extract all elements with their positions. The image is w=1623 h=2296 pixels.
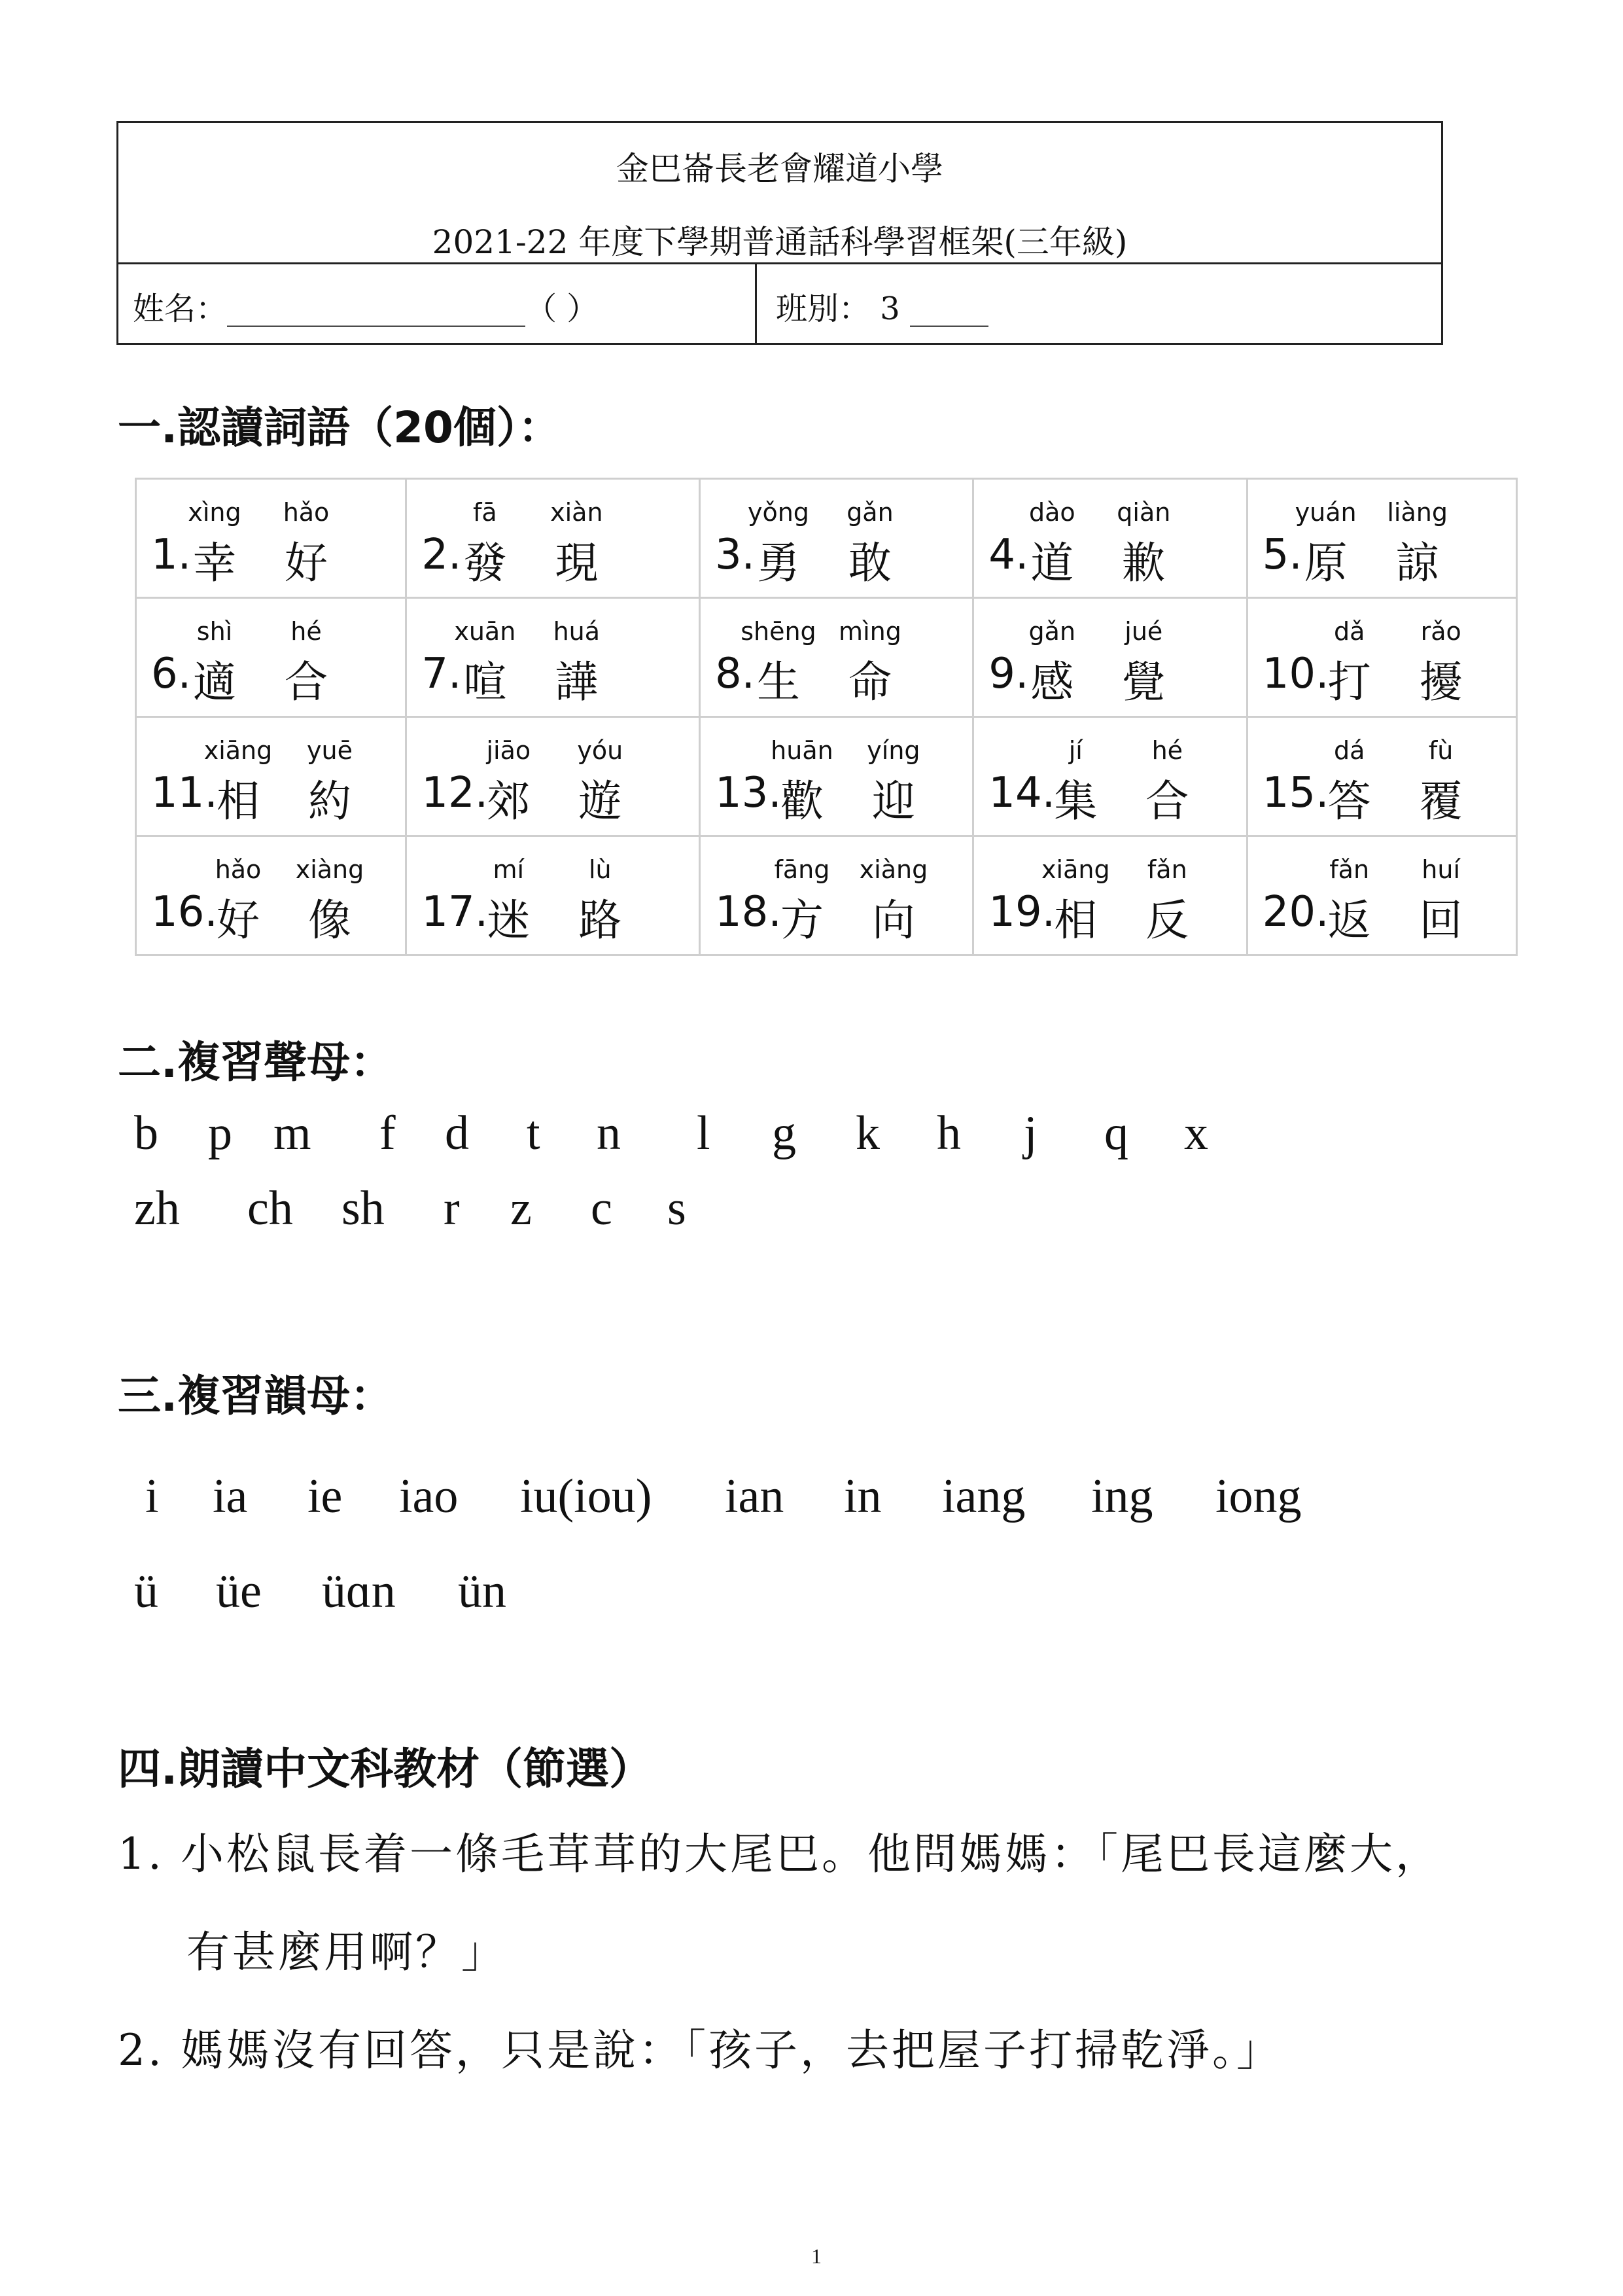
vocabulary-cell xyxy=(973,836,1247,955)
word-number: 5. xyxy=(1262,531,1302,579)
pinyin-2: lù xyxy=(589,855,612,884)
word-number: 9. xyxy=(988,650,1029,698)
pinyin-2: hé xyxy=(1151,736,1183,765)
word-number: 2. xyxy=(421,531,462,579)
word-character-2: 擾 xyxy=(1419,657,1463,707)
section-heading-finals: 三.複習韻母： xyxy=(118,1371,394,1421)
word-number: 10. xyxy=(1262,650,1329,698)
pinyin-2: huá xyxy=(553,617,601,646)
phonetic-item: p xyxy=(208,1106,232,1160)
vocabulary-cell xyxy=(973,717,1247,836)
phonetic-item: iu(iou) xyxy=(520,1470,652,1523)
vocabulary-cell xyxy=(699,598,973,717)
word-character-1: 相 xyxy=(1054,895,1098,945)
word-character-1: 打 xyxy=(1327,657,1371,707)
phonetic-item: n xyxy=(597,1106,621,1160)
word-character-1: 迷 xyxy=(487,895,531,945)
phonetic-item: ian xyxy=(725,1470,784,1523)
pinyin-2: jué xyxy=(1125,617,1163,646)
vocabulary-cell xyxy=(136,717,406,836)
word-number: 3. xyxy=(714,531,755,579)
vocabulary-table xyxy=(135,478,1518,956)
word-character-1: 幸 xyxy=(193,538,236,588)
phonetic-item: t xyxy=(527,1106,540,1160)
section-heading-initials: 二.複習聲母： xyxy=(118,1037,394,1087)
vocabulary-cell xyxy=(699,836,973,955)
phonetic-item: m xyxy=(273,1106,311,1160)
word-character-2: 現 xyxy=(555,538,599,588)
section-heading-words: 一.認讀詞語（20個）： xyxy=(118,402,561,453)
phonetic-item: s xyxy=(667,1182,686,1235)
word-character-2: 敢 xyxy=(848,538,892,588)
word-character-1: 好 xyxy=(217,895,260,945)
phonetic-item: sh xyxy=(341,1182,385,1235)
phonetic-item: i xyxy=(145,1470,159,1523)
word-character-2: 迎 xyxy=(871,776,915,826)
pinyin-1: xiāng xyxy=(203,736,273,765)
word-character-1: 適 xyxy=(193,657,236,707)
vocabulary-cell xyxy=(699,479,973,598)
word-number: 12. xyxy=(421,769,489,817)
phonetic-item: iao xyxy=(399,1470,459,1523)
pinyin-2: xiàng xyxy=(295,855,364,884)
phonetic-item: üɑn xyxy=(322,1564,396,1618)
vocabulary-cell xyxy=(406,717,700,836)
pinyin-2: yíng xyxy=(867,736,920,765)
vocabulary-cell xyxy=(1247,836,1516,955)
pinyin-1: fǎn xyxy=(1329,855,1370,884)
phonetic-item: üe xyxy=(216,1564,262,1618)
word-character-2: 好 xyxy=(285,538,328,588)
word-character-1: 集 xyxy=(1054,776,1098,826)
reading-line-1-continued: 有甚麼用啊？」 xyxy=(186,1927,507,1977)
word-number: 6. xyxy=(151,650,192,698)
phonetic-item: d xyxy=(445,1106,469,1160)
word-number: 16. xyxy=(151,888,218,936)
phonetic-item: zh xyxy=(134,1182,180,1235)
word-character-2: 命 xyxy=(848,657,892,707)
vocabulary-row xyxy=(136,717,1517,836)
word-character-1: 勇 xyxy=(756,538,800,588)
phonetic-item: ch xyxy=(247,1182,293,1235)
word-character-2: 歉 xyxy=(1122,538,1166,588)
name-field[interactable]: 姓名：___________________（ ） xyxy=(133,291,599,327)
word-character-2: 覺 xyxy=(1122,657,1166,707)
phonetic-item: f xyxy=(379,1106,396,1160)
pinyin-2: xiàng xyxy=(859,855,928,884)
pinyin-2: mìng xyxy=(839,617,901,646)
phonetic-item: z xyxy=(510,1182,532,1235)
divider xyxy=(755,262,757,343)
vocabulary-cell xyxy=(136,598,406,717)
pinyin-1: shì xyxy=(196,617,233,646)
vocabulary-row xyxy=(136,836,1517,955)
word-character-1: 方 xyxy=(780,895,824,945)
phonetic-item: ia xyxy=(213,1470,248,1523)
pinyin-2: hǎo xyxy=(283,498,330,527)
phonetic-item: ing xyxy=(1091,1470,1153,1523)
pinyin-2: rǎo xyxy=(1420,617,1461,646)
phonetic-item: iong xyxy=(1215,1470,1302,1523)
word-character-1: 喧 xyxy=(463,657,507,707)
word-character-1: 歡 xyxy=(780,776,824,826)
phonetic-item: q xyxy=(1104,1106,1128,1160)
vocabulary-cell xyxy=(973,479,1247,598)
word-number: 15. xyxy=(1262,769,1329,817)
word-character-2: 遊 xyxy=(578,776,622,826)
word-character-1: 道 xyxy=(1030,538,1074,588)
pinyin-1: gǎn xyxy=(1028,617,1076,646)
word-character-2: 像 xyxy=(308,895,351,945)
phonetic-item: ü xyxy=(134,1564,158,1618)
phonetic-item: x xyxy=(1184,1106,1208,1160)
phonetic-item: j xyxy=(1024,1106,1038,1160)
pinyin-1: shēng xyxy=(741,617,816,646)
phonetic-item: in xyxy=(844,1470,882,1523)
pinyin-2: fù xyxy=(1428,736,1454,765)
word-character-2: 合 xyxy=(1145,776,1189,826)
pinyin-1: dá xyxy=(1333,736,1365,765)
word-number: 11. xyxy=(151,769,218,817)
pinyin-1: jiāo xyxy=(486,736,531,765)
word-character-1: 感 xyxy=(1030,657,1074,707)
word-character-2: 諒 xyxy=(1395,538,1439,588)
vocabulary-cell xyxy=(406,598,700,717)
vocabulary-row xyxy=(136,479,1517,598)
phonetic-item: l xyxy=(697,1106,710,1160)
word-number: 14. xyxy=(988,769,1056,817)
vocabulary-cell xyxy=(406,479,700,598)
phonetic-item: k xyxy=(856,1106,880,1160)
vocabulary-cell xyxy=(136,479,406,598)
word-character-1: 原 xyxy=(1304,538,1348,588)
phonetic-item: b xyxy=(134,1106,158,1160)
word-number: 19. xyxy=(988,888,1056,936)
phonetic-item: r xyxy=(444,1182,460,1235)
phonetic-item: h xyxy=(937,1106,961,1160)
word-number: 20. xyxy=(1262,888,1329,936)
pinyin-1: mí xyxy=(493,855,525,884)
word-character-2: 譁 xyxy=(555,657,599,707)
pinyin-1: xuān xyxy=(454,617,516,646)
vocabulary-cell xyxy=(973,598,1247,717)
phonetic-item: g xyxy=(772,1106,796,1160)
pinyin-2: yuē xyxy=(307,736,353,765)
word-character-2: 反 xyxy=(1145,895,1189,945)
word-character-2: 向 xyxy=(871,895,915,945)
word-number: 7. xyxy=(421,650,462,698)
word-number: 17. xyxy=(421,888,489,936)
pinyin-1: fā xyxy=(472,498,497,527)
pinyin-2: liàng xyxy=(1387,498,1448,527)
word-character-2: 合 xyxy=(285,657,328,707)
reading-line-2: 2. 媽媽沒有回答，只是說：「孩子，去把屋子打掃乾淨。」 xyxy=(118,2025,1282,2075)
pinyin-2: qiàn xyxy=(1117,498,1171,527)
pinyin-2: huí xyxy=(1422,855,1461,884)
pinyin-1: yuán xyxy=(1295,498,1357,527)
pinyin-1: huān xyxy=(771,736,833,765)
header-box xyxy=(116,121,1443,345)
pinyin-1: dǎ xyxy=(1333,617,1365,646)
document-title: 2021-22 年度下學期普通話科學習框架(三年級) xyxy=(432,223,1128,261)
phonetic-item: ie xyxy=(307,1470,343,1523)
reading-line-1: 1. 小松鼠長着一條毛茸茸的大尾巴。他問媽媽：「尾巴長這麼大， xyxy=(118,1829,1441,1879)
word-character-2: 路 xyxy=(578,895,622,945)
pinyin-1: xìng xyxy=(188,498,241,527)
pinyin-2: fǎn xyxy=(1147,855,1187,884)
word-number: 4. xyxy=(988,531,1029,579)
word-character-1: 答 xyxy=(1327,776,1371,826)
word-character-1: 發 xyxy=(463,538,507,588)
class-field[interactable]: 班別： 3 _____ xyxy=(776,291,989,327)
divider xyxy=(118,262,1441,264)
pinyin-2: yóu xyxy=(577,736,623,765)
pinyin-1: hǎo xyxy=(215,855,262,884)
pinyin-1: fāng xyxy=(774,855,830,884)
pinyin-1: yǒng xyxy=(747,498,809,527)
vocabulary-cell xyxy=(136,836,406,955)
pinyin-2: xiàn xyxy=(550,498,603,527)
vocabulary-cell xyxy=(1247,479,1516,598)
pinyin-1: dào xyxy=(1028,498,1075,527)
phonetic-item: c xyxy=(591,1182,612,1235)
word-character-1: 返 xyxy=(1327,895,1371,945)
vocabulary-cell xyxy=(1247,598,1516,717)
school-name: 金巴崙長老會耀道小學 xyxy=(616,150,943,188)
word-character-1: 郊 xyxy=(487,776,531,826)
pinyin-2: hé xyxy=(290,617,322,646)
page-number: 1 xyxy=(811,2244,822,2268)
word-character-1: 生 xyxy=(756,657,800,707)
word-character-1: 相 xyxy=(217,776,260,826)
vocabulary-cell xyxy=(1247,717,1516,836)
pinyin-2: gǎn xyxy=(846,498,894,527)
word-character-2: 覆 xyxy=(1419,776,1463,826)
vocabulary-cell xyxy=(699,717,973,836)
section-heading-reading: 四.朗讀中文科教材（節選） xyxy=(118,1744,653,1794)
vocabulary-row xyxy=(136,598,1517,717)
phonetic-item: ün xyxy=(458,1564,506,1618)
word-number: 1. xyxy=(151,531,192,579)
word-number: 18. xyxy=(714,888,782,936)
word-number: 8. xyxy=(714,650,755,698)
pinyin-1: jí xyxy=(1068,736,1083,765)
word-character-2: 回 xyxy=(1419,895,1463,945)
pinyin-1: xiāng xyxy=(1041,855,1110,884)
word-character-2: 約 xyxy=(308,776,351,826)
vocabulary-cell xyxy=(406,836,700,955)
phonetic-item: iang xyxy=(942,1470,1026,1523)
word-number: 13. xyxy=(714,769,782,817)
